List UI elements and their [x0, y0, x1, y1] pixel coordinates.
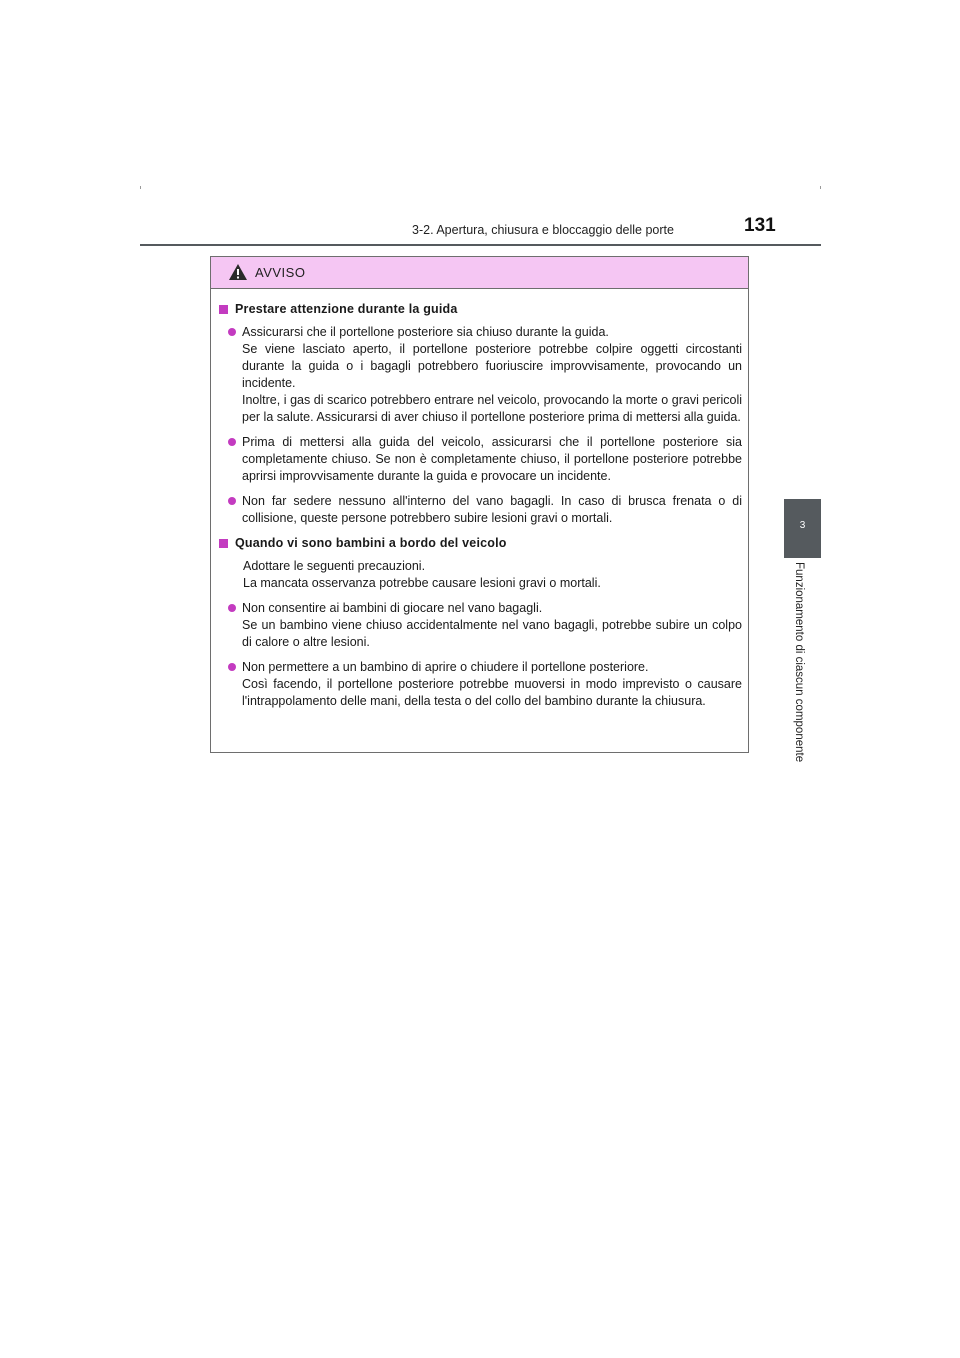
item-paragraph: Così facendo, il portellone posteriore potrebbe muoversi in modo imprevisto o causare l'intrappolamento delle mani, della testa o del collo del bambino durante la chiusura.: [242, 677, 742, 708]
warning-body: [211, 289, 748, 710]
header-rule: [140, 244, 821, 246]
list-item-text: [242, 324, 742, 426]
item-paragraph: Se viene lasciato aperto, il portellone posteriore potrebbe colpire oggetti circostanti durante la guida o i bagagli potrebbero fuoriuscire improvvisamente, provocando un incidente.: [242, 342, 742, 390]
item-paragraph: Se un bambino viene chiuso accidentalmente nel vano bagagli, potrebbe subire un colpo di calore o altre lesioni.: [242, 618, 742, 649]
item-paragraph: Non consentire ai bambini di giocare nel vano bagagli.: [242, 601, 543, 615]
list-item: [228, 659, 742, 710]
list-item: [228, 600, 742, 651]
item-paragraph: Assicurarsi che il portellone posteriore sia chiuso durante la guida.: [242, 325, 609, 339]
intro-paragraph: La mancata osservanza potrebbe causare lesioni gravi o mortali.: [243, 576, 601, 590]
circle-bullet-icon: [228, 604, 236, 612]
intro-paragraph: Adottare le seguenti precauzioni.: [243, 559, 426, 573]
circle-bullet-icon: [228, 497, 236, 505]
warning-header: [211, 257, 748, 289]
square-bullet-icon: [219, 305, 228, 314]
warning-triangle-icon: [228, 263, 248, 281]
warning-box: [210, 256, 749, 753]
section-heading: [217, 301, 742, 318]
page-number: 131: [744, 215, 776, 236]
chapter-tab: [784, 499, 821, 558]
chapter-label: Funzionamento di ciascun componente: [793, 562, 805, 763]
chapter-number: 3: [799, 520, 806, 531]
section-intro: [243, 558, 742, 592]
section-heading-text: Quando vi sono bambini a bordo del veicolo: [235, 536, 507, 550]
list-item-text: [242, 493, 742, 527]
crop-mark-left: [140, 186, 141, 189]
list-item: [228, 493, 742, 527]
list-item: [228, 434, 742, 485]
warning-title: AVVISO: [255, 265, 306, 280]
circle-bullet-icon: [228, 438, 236, 446]
list-item-text: [242, 434, 742, 485]
list-item-text: [242, 600, 742, 651]
circle-bullet-icon: [228, 328, 236, 336]
item-paragraph: Non permettere a un bambino di aprire o chiudere il portellone posteriore.: [242, 660, 649, 674]
circle-bullet-icon: [228, 663, 236, 671]
crop-mark-right: [820, 186, 821, 189]
list-item: [228, 324, 742, 426]
section-heading: [217, 535, 742, 552]
item-paragraph: Prima di mettersi alla guida del veicolo, assicurarsi che il portellone posteriore sia completamente chiuso. Se non è completamente chiuso, il portellone posteriore potrebbe aprirsi improvvisamente durante la guida e provocare un incidente.: [242, 435, 742, 483]
item-paragraph: Non far sedere nessuno all'interno del vano bagagli. In caso di brusca frenata o di collisione, queste persone potrebbero subire lesioni gravi o mortali.: [242, 494, 742, 525]
section-title: 3-2. Apertura, chiusura e bloccaggio delle porte: [412, 223, 674, 237]
item-paragraph: Inoltre, i gas di scarico potrebbero entrare nel veicolo, provocando la morte o gravi pericoli per la salute. Assicurarsi di aver chiuso il portellone posteriore prima di mettersi alla guida.: [242, 393, 742, 424]
list-item-text: [242, 659, 742, 710]
square-bullet-icon: [219, 539, 228, 548]
section-heading-text: Prestare attenzione durante la guida: [235, 302, 458, 316]
